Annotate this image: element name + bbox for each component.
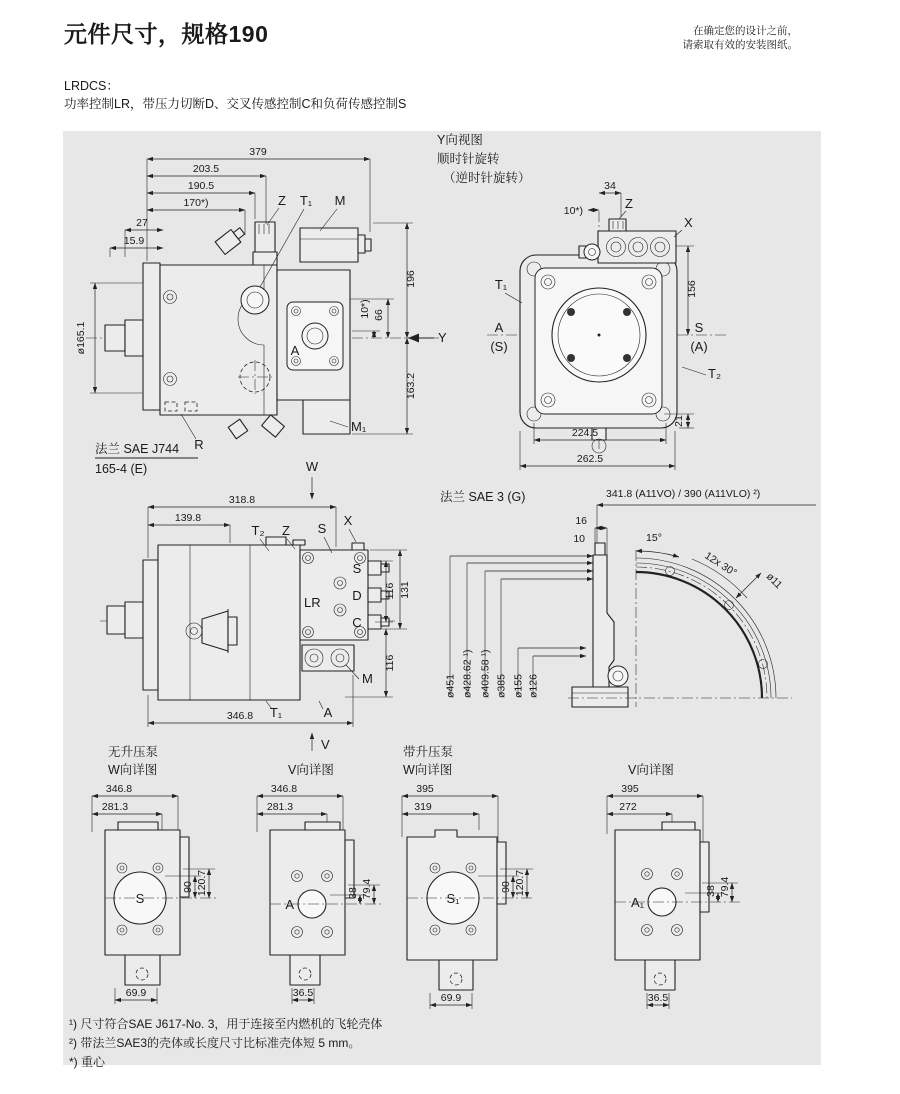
port-letter: S₁ bbox=[446, 891, 460, 906]
drawing-side-view-w bbox=[90, 455, 462, 755]
port-t1-label: T₁ bbox=[299, 193, 313, 208]
dim-34: 34 bbox=[604, 180, 616, 192]
drawing-y-view bbox=[435, 131, 821, 481]
dim-dia-11: ø11 bbox=[763, 570, 785, 592]
dim-angle-15: 15° bbox=[646, 532, 662, 544]
port-z-label: Z bbox=[625, 196, 633, 211]
design-note-line2: 请索取有效的安装图纸。 bbox=[682, 39, 798, 51]
port-letter: A₁ bbox=[630, 895, 644, 910]
detail-noboost-v bbox=[250, 742, 415, 1014]
y-view-caption2: 顺时针旋转 bbox=[437, 152, 500, 166]
port-t1-label: T₁ bbox=[269, 705, 283, 720]
dim-dia-385: ø385 bbox=[495, 674, 508, 698]
v-view-title: V向详图 bbox=[628, 763, 674, 777]
dim-dia-409-58: ø409.58 ¹) bbox=[479, 649, 492, 698]
dim-21: 21 bbox=[673, 415, 685, 427]
dim-16: 16 bbox=[575, 515, 587, 527]
dim-131: 131 bbox=[399, 581, 411, 599]
dim-angle-12x30: 12x 30° bbox=[702, 549, 739, 580]
v-view-title: V向详图 bbox=[288, 763, 334, 777]
label-s: S bbox=[694, 320, 704, 335]
port-t2-label: T₂ bbox=[708, 366, 721, 381]
port-s-label: S bbox=[317, 521, 327, 536]
label-a-s: (S) bbox=[490, 339, 508, 354]
y-view-caption1: Y向视图 bbox=[437, 133, 483, 147]
detail-body-outline bbox=[407, 830, 506, 990]
dim-262-5: 262.5 bbox=[576, 453, 604, 465]
port-x-label: X bbox=[343, 513, 353, 528]
y-view-outline bbox=[487, 211, 727, 453]
port-t1-label: T₁ bbox=[494, 277, 508, 292]
dim-224-5: 224.5 bbox=[571, 427, 599, 439]
dim-27: 27 bbox=[136, 217, 148, 229]
dim-170: 170*) bbox=[183, 197, 209, 209]
dim-dia-165-1: ø165.1 bbox=[75, 321, 87, 355]
gauge-s-label: S bbox=[352, 561, 362, 576]
port-z-stub bbox=[609, 219, 626, 231]
dim-r2: 120.7 bbox=[196, 869, 208, 897]
gauge-d-label: D bbox=[352, 588, 362, 603]
dim-379: 379 bbox=[249, 146, 267, 158]
port-r-label: R bbox=[194, 437, 204, 452]
dim-r1: 90 bbox=[500, 881, 512, 893]
dim-bottom: 36.5 bbox=[647, 992, 669, 1004]
port-x-stub bbox=[352, 543, 364, 550]
flange-section-outline bbox=[572, 543, 628, 707]
dim-bottom: 69.9 bbox=[125, 987, 147, 999]
w-view-title: W向详图 bbox=[403, 763, 453, 777]
dim-dia-155: ø155 bbox=[512, 674, 525, 698]
port-letter: A bbox=[285, 897, 294, 912]
port-a-label: A bbox=[323, 705, 333, 720]
port-a-label: A bbox=[290, 343, 300, 358]
flange-spec-line1: 法兰 SAE J744 bbox=[95, 442, 180, 456]
dim-r2: 120.7 bbox=[514, 869, 526, 897]
detail-boost-v bbox=[600, 742, 790, 1014]
port-z-label: Z bbox=[282, 523, 290, 538]
detail-body-outline bbox=[615, 822, 709, 990]
dim-a: 346.8 bbox=[270, 783, 298, 795]
diameter-dimensions bbox=[445, 556, 594, 698]
dim-156: 156 bbox=[686, 280, 698, 298]
dim-b: 281.3 bbox=[101, 801, 129, 813]
detail-boost-w bbox=[395, 742, 585, 1014]
dim-r1: 38 bbox=[705, 885, 717, 897]
page-title: 元件尺寸，规格190 bbox=[64, 21, 269, 47]
port-z-label: Z bbox=[278, 193, 286, 208]
dim-139-8: 139.8 bbox=[174, 512, 202, 524]
angled-fitting-top bbox=[215, 225, 247, 255]
port-z-stub bbox=[255, 222, 275, 252]
port-t2-label: T₂ bbox=[251, 523, 265, 538]
dim-r2: 79.4 bbox=[719, 876, 731, 898]
port-m1-label: M₁ bbox=[351, 419, 367, 434]
dim-a: 346.8 bbox=[105, 783, 133, 795]
dim-r1: 38 bbox=[347, 887, 359, 899]
dim-dia-428-62: ø428.62 ¹) bbox=[461, 649, 474, 698]
w-direction-label: W bbox=[305, 459, 319, 474]
dim-318-8: 318.8 bbox=[228, 494, 256, 506]
footnotes bbox=[69, 1015, 382, 1072]
dim-10-cog: 10*) bbox=[563, 205, 583, 217]
y-view-caption3: （逆时针旋转） bbox=[443, 171, 531, 185]
design-note bbox=[560, 24, 798, 52]
port-x-label: X bbox=[684, 215, 693, 230]
dim-196: 196 bbox=[405, 270, 417, 288]
dim-dia-126: ø126 bbox=[527, 674, 540, 698]
dim-346-8: 346.8 bbox=[226, 710, 254, 722]
group1-title: 无升压泵 bbox=[108, 745, 159, 759]
dim-bottom: 36.5 bbox=[292, 987, 314, 999]
dim-163-2: 163.2 bbox=[405, 372, 417, 400]
pump-body-outline bbox=[100, 537, 395, 700]
dim-b: 281.3 bbox=[266, 801, 294, 813]
dim-a: 395 bbox=[621, 783, 639, 795]
gauge-c-label: C bbox=[352, 615, 362, 630]
dim-r1: 90 bbox=[182, 881, 194, 893]
dim-bottom: 69.9 bbox=[440, 992, 462, 1004]
subtitle-line1: LRDCS： bbox=[64, 79, 119, 93]
label-a: A bbox=[494, 320, 504, 335]
footnote-3: *) 重心 bbox=[69, 1055, 106, 1069]
flange-title: 法兰 SAE 3 (G) bbox=[440, 490, 526, 504]
footnote-2: ²) 带法兰SAE3的壳体或长度尺寸比标准壳体短 5 mm。 bbox=[69, 1036, 361, 1050]
dim-116-upper: 116 bbox=[384, 582, 396, 600]
control-subtitle bbox=[64, 77, 406, 113]
w-view-title: W向详图 bbox=[108, 763, 158, 777]
group2-title: 带升压泵 bbox=[403, 745, 454, 759]
port-letter: S bbox=[135, 891, 145, 906]
dim-15-9: 15.9 bbox=[123, 235, 145, 247]
angled-fitting-bottom bbox=[262, 415, 285, 437]
design-note-line1: 在确定您的设计之前， bbox=[693, 25, 798, 37]
drawing-flange-sae3 bbox=[420, 455, 818, 755]
dim-a: 395 bbox=[416, 783, 434, 795]
dim-190-5: 190.5 bbox=[187, 180, 215, 192]
label-s-a: (A) bbox=[690, 339, 708, 354]
subtitle-line2: 功率控制LR，带压力切断D、交叉传感控制C和负荷传感控制S bbox=[64, 97, 407, 111]
dim-10-cog: 10*) bbox=[359, 299, 371, 319]
pump-body-outline bbox=[105, 222, 371, 439]
detail-body-outline bbox=[105, 822, 189, 985]
flange-spec-line2: 165-4 (E) bbox=[95, 462, 148, 476]
y-direction-label: Y bbox=[438, 330, 447, 345]
dim-10: 10 bbox=[573, 533, 585, 545]
dim-r2: 79.4 bbox=[361, 878, 373, 900]
dim-203-5: 203.5 bbox=[192, 163, 220, 175]
detail-noboost-w bbox=[85, 742, 275, 1014]
dim-length: 341.8 (A11VO) / 390 (A11VLO) ²) bbox=[606, 488, 761, 500]
dim-66: 66 bbox=[373, 309, 385, 321]
drawing-side-view bbox=[68, 139, 463, 484]
lr-control-label: LR bbox=[304, 595, 321, 610]
dim-dia-451: ø451 bbox=[444, 674, 457, 698]
port-m-label: M bbox=[334, 193, 346, 208]
drawing-panel bbox=[63, 131, 821, 1069]
port-m-label: M bbox=[362, 671, 373, 686]
footnote-1: ¹) 尺寸符合SAE J617-No. 3，用于连接至内燃机的飞轮壳体 bbox=[69, 1017, 383, 1031]
dim-116-lower: 116 bbox=[384, 654, 396, 672]
detail-body-outline bbox=[270, 822, 354, 985]
dim-b: 319 bbox=[414, 801, 432, 813]
v-direction-label: V bbox=[321, 737, 330, 752]
dim-b: 272 bbox=[619, 801, 637, 813]
